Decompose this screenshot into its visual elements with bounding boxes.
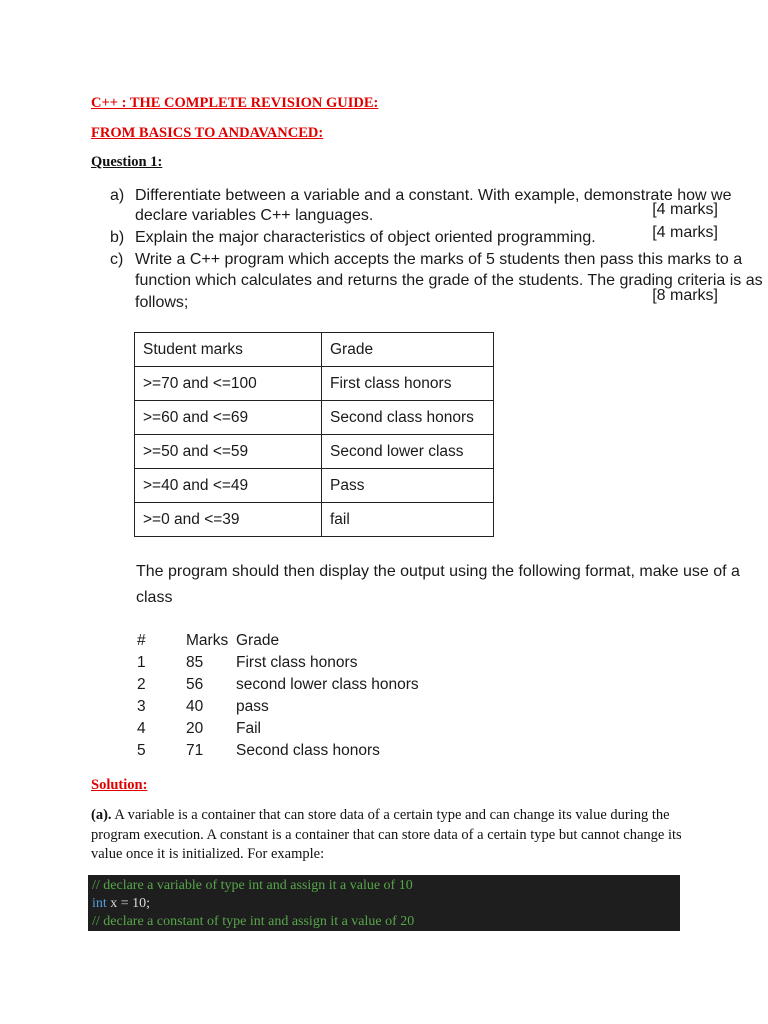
- grade-cell: fail: [322, 503, 494, 537]
- table-row: [135, 503, 494, 537]
- item-label: a): [110, 187, 125, 204]
- format-text-line2: class: [136, 589, 173, 606]
- output-marks: 85: [186, 654, 204, 671]
- output-number: 2: [137, 676, 146, 693]
- output-number: 5: [137, 742, 146, 759]
- output-marks: 56: [186, 676, 204, 693]
- output-grade: First class honors: [236, 654, 358, 671]
- header-grade: Grade: [322, 333, 494, 367]
- output-col-number: [137, 630, 146, 762]
- output-col-grade: [236, 630, 419, 762]
- format-text-line1: The program should then display the output using the following format, make use of a: [136, 563, 740, 580]
- table-row: [135, 401, 494, 435]
- grading-criteria-table: [134, 332, 494, 537]
- doc-title-line1: C++ : THE COMPLETE REVISION GUIDE:: [91, 95, 379, 111]
- code-keyword-int: int: [92, 896, 107, 911]
- output-col-marks: [186, 630, 228, 762]
- marks-c: [8 marks]: [652, 287, 718, 304]
- output-grade: Second class honors: [236, 742, 380, 759]
- item-text-line1: Explain the major characteristics of object oriented programming.: [135, 229, 596, 246]
- item-text-line2: function which calculates and returns the grade of the students. The grading criteria is as: [135, 272, 763, 289]
- solution-a-paragraph: [91, 806, 691, 865]
- code-comment-line3: // declare a constant of type int and assign it a value of 20: [92, 914, 415, 929]
- code-comment-line1: // declare a variable of type int and assign it a value of 10: [92, 878, 413, 893]
- doc-title-line2: FROM BASICS TO ANDAVANCED:: [91, 125, 324, 141]
- item-label: c): [110, 251, 124, 268]
- grade-cell: Second lower class: [322, 435, 494, 469]
- solution-a-label: (a).: [91, 807, 112, 823]
- marks-range: >=40 and <=49: [135, 469, 322, 503]
- marks-b: [4 marks]: [652, 224, 718, 241]
- marks-range: >=70 and <=100: [135, 367, 322, 401]
- output-grade: pass: [236, 698, 269, 715]
- output-header-marks: Marks: [186, 632, 229, 649]
- question-heading: Question 1:: [91, 154, 163, 170]
- marks-a: [4 marks]: [652, 201, 718, 218]
- output-number: 4: [137, 720, 146, 737]
- table-row: [135, 367, 494, 401]
- output-number: 3: [137, 698, 146, 715]
- item-label: b): [110, 229, 125, 246]
- item-text-line2: declare variables C++ languages.: [135, 207, 374, 224]
- grade-cell: First class honors: [322, 367, 494, 401]
- output-marks: 71: [186, 742, 204, 759]
- grade-cell: Pass: [322, 469, 494, 503]
- output-marks: 40: [186, 698, 204, 715]
- marks-range: >=60 and <=69: [135, 401, 322, 435]
- marks-range: >=50 and <=59: [135, 435, 322, 469]
- solution-heading: Solution:: [91, 777, 148, 793]
- code-statement: x = 10;: [106, 896, 151, 911]
- item-text-line3: follows;: [135, 294, 189, 311]
- output-grade: second lower class honors: [236, 676, 419, 693]
- table-row: [135, 469, 494, 503]
- item-text-line1: Write a C++ program which accepts the marks of 5 students then pass this marks to a: [135, 251, 743, 268]
- output-header-number: #: [137, 632, 146, 649]
- code-line2: [92, 895, 676, 913]
- output-header-grade: Grade: [236, 632, 280, 649]
- table-header-row: [135, 333, 494, 367]
- marks-range: >=0 and <=39: [135, 503, 322, 537]
- code-block: [88, 875, 680, 931]
- grade-cell: Second class honors: [322, 401, 494, 435]
- output-number: 1: [137, 654, 146, 671]
- output-grade: Fail: [236, 720, 261, 737]
- table-row: [135, 435, 494, 469]
- header-student-marks: Student marks: [135, 333, 322, 367]
- solution-a-text: A variable is a container that can store data of a certain type and can change its value during the program execution. A constant is a container that can store data of a certain type but cannot change its value once it is initialized. For example:: [91, 807, 682, 862]
- output-marks: 20: [186, 720, 204, 737]
- item-text-line1: Differentiate between a variable and a constant. With example, demonstrate how we: [135, 187, 732, 204]
